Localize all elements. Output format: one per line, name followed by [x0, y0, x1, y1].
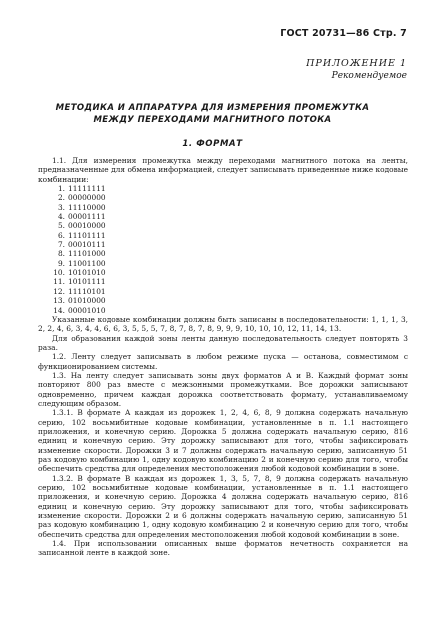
document-title-line-1: МЕТОДИКА И АППАРАТУРА ДЛЯ ИЗМЕРЕНИЯ ПРОМЕЖУТКА	[55, 103, 370, 113]
paragraph-1-1: 1.1. Для измерения промежутка между переходами магнитного потока на ленты, предназначенные для обмена информацией, следует записывать приведенные ниже кодовые комбинации:	[38, 156, 408, 184]
paragraph-1-3: 1.3. На ленту следует записывать зоны двух форматов А и В. Каждый формат зоны повторяют 800 раз вместе с межзонными промежутками. Все дорожки записывают одновременно, причем каждая дорожка соответствовать формату, устанавливаемому следующим образом.	[38, 370, 408, 408]
paragraph-1-2: 1.2. Ленту следует записывать в любом режиме пуска — останова, совместимом с функционированием системы.	[38, 352, 408, 371]
code-item: 7. 00010111	[57, 240, 106, 250]
code-item: 14. 00001010	[53, 305, 106, 315]
code-item: 6. 11101111	[57, 230, 106, 240]
paragraph-1-3-1: 1.3.1. В формате А каждая из дорожек 1, 2, 4, 6, 8, 9 должна содержать начальную серию, 102 восьмибитные кодовые комбинации, установленные в п. 1.1 настоящего приложения, и конечную серию. Дорожка 5 должна содержать начальную серию, 816 единиц и конечную серию. Эту дорожку записывают для того, чтобы зафиксировать изменение скорости. Дорожки 3 и 7 должны содержать начальную серию, записанную 51 раз кодовую комбинацию 1, одну кодовую комбинацию 2 и конечную серию для того, чтобы обеспечить средства для определения местоположения любой кодовой комбинации в зоне.	[38, 408, 408, 474]
section-heading: 1. ФОРМАТ	[182, 139, 243, 149]
code-item: 8. 11101000	[57, 249, 106, 259]
paragraph-1-4: 1.4. При использовании описанных выше форматов нечетность сохраняется на записанной ленте в каждой зоне.	[38, 539, 408, 558]
document-body	[38, 156, 408, 558]
paragraph-zone: Для образования каждой зоны ленты данную последовательность следует повторять 3 раза.	[38, 333, 408, 352]
code-item: 5. 00010000	[57, 221, 106, 231]
appendix-block	[306, 58, 407, 82]
code-item: 4. 00001111	[57, 212, 106, 222]
code-item: 10. 10101010	[53, 268, 106, 278]
code-item: 13. 01010000	[53, 296, 106, 306]
code-item: 1. 11111111	[57, 184, 106, 194]
appendix-note: Рекомендуемое	[331, 71, 407, 81]
code-item: 11. 10101111	[53, 277, 106, 287]
code-item: 12. 11110101	[53, 286, 106, 296]
paragraph-sequence: Указанные кодовые комбинации должны быть записаны в последовательности: 1, 1, 1, 3, 2, 2, 4, 6, 3, 4, 4, 6, 6, 3, 5, 5, 5, 7, 8, 7, 8, 7, 8, 9, 9, 9, 10, 10, 10, 12, 11, 14, 13.	[38, 314, 408, 334]
code-item: 9. 11001100	[57, 258, 106, 268]
document-title	[40, 102, 385, 126]
standard-header: ГОСТ 20731—86 Стр. 7	[280, 28, 407, 39]
document-title-line-2: МЕЖДУ ПЕРЕХОДАМИ МАГНИТНОГО ПОТОКА	[93, 115, 332, 125]
code-item: 2. 00000000	[57, 193, 106, 203]
paragraph-1-3-2: 1.3.2. В формате В каждая из дорожек 1, 3, 5, 7, 8, 9 должна содержать начальную серию, 102 восьмибитные кодовые комбинации, установленные в п. 1.1 настоящего приложения, и конечную серию. Дорожка 4 должна содержать начальную серию, 816 единиц и конечную серию. Эту дорожку записывают для того, чтобы зафиксировать изменение скорости. Дорожки 2 и 6 должны содержать начальную серию, записанную 51 раз кодовую комбинацию 1, одну кодовую комбинацию 2 и конечную серию для того, чтобы обеспечить средства для определения местоположения любой кодовой комбинации в зоне.	[38, 473, 408, 539]
code-item: 3. 11110000	[57, 202, 106, 212]
appendix-title: ПРИЛОЖЕНИЕ 1	[306, 58, 407, 69]
code-list	[38, 184, 408, 315]
